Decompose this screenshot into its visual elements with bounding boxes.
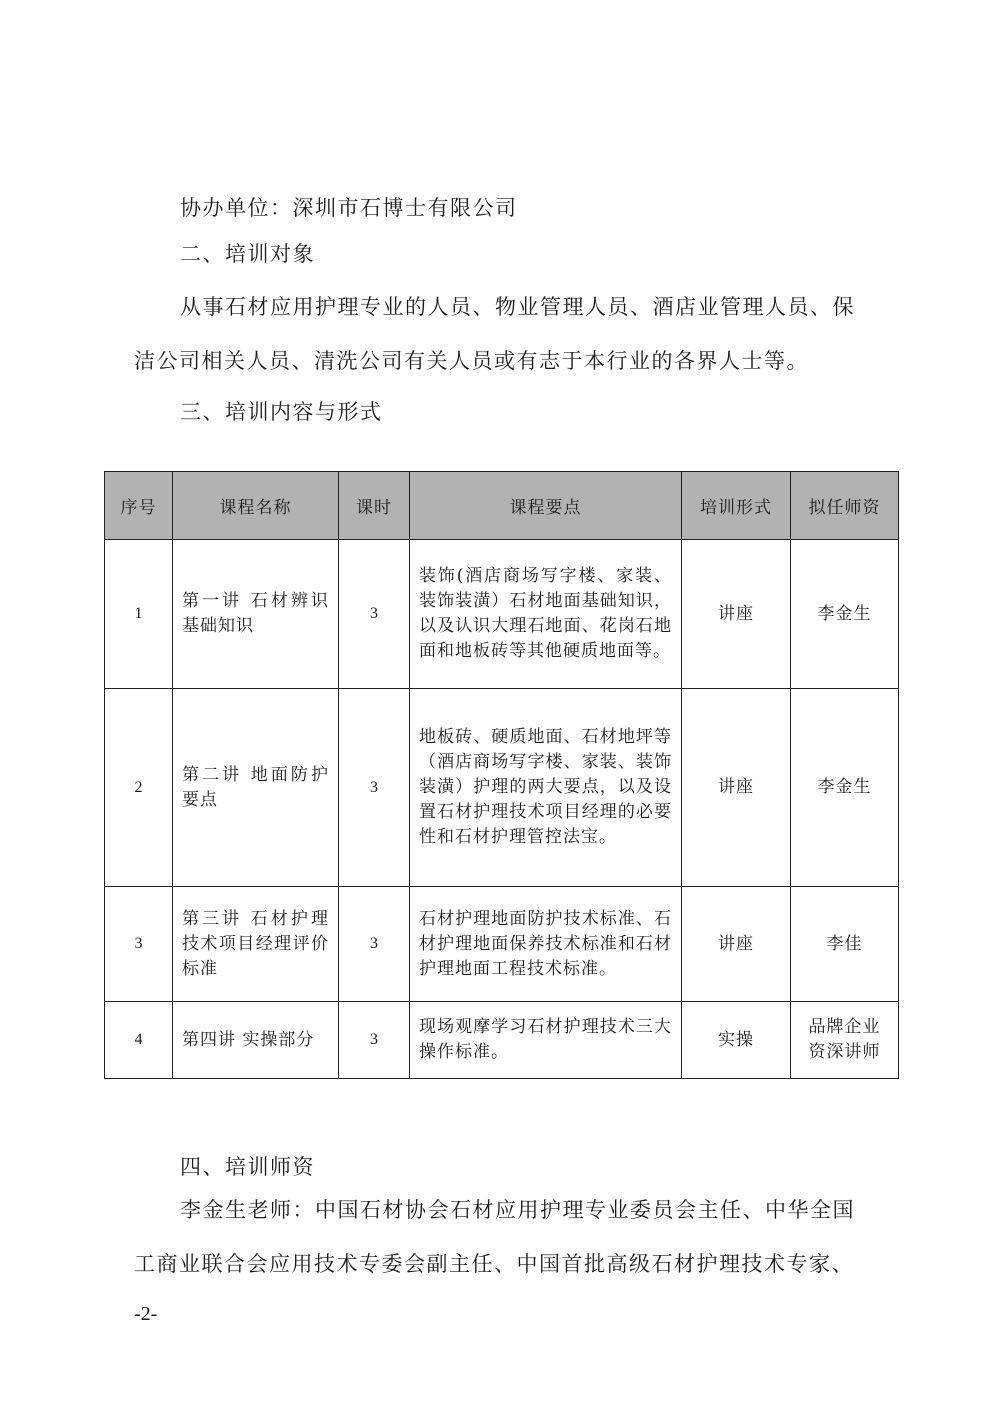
cell-no: 2	[105, 689, 173, 887]
table-row	[105, 1002, 899, 1079]
section4-paragraph-line2: 工商业联合会应用技术专委会副主任、中国首批高级石材护理技术专家、	[134, 1252, 854, 1276]
cell-teacher: 李金生	[791, 540, 899, 689]
cell-teacher: 品牌企业资深讲师	[791, 1002, 899, 1079]
cell-training-form: 讲座	[682, 689, 791, 887]
header-course-points: 课程要点	[410, 472, 682, 540]
cell-course-points: 石材护理地面防护技术标准、石材护理地面保养技术标准和石材护理地面工程技术标准。	[410, 887, 682, 1002]
table-row	[105, 689, 899, 887]
page-number: -2-	[134, 1303, 158, 1325]
cell-training-form: 讲座	[682, 540, 791, 689]
cell-course-name: 第二讲 地面防护要点	[173, 689, 339, 887]
section2-paragraph-line1: 从事石材应用护理专业的人员、物业管理人员、酒店业管理人员、保	[180, 295, 855, 319]
cell-teacher: 李佳	[791, 887, 899, 1002]
cell-hours: 3	[339, 887, 410, 1002]
cell-course-name: 第一讲 石材辨识基础知识	[173, 540, 339, 689]
cell-course-points: 装饰(酒店商场写字楼、家装、装饰装潢）石材地面基础知识，以及认识大理石地面、花岗石地面和地板砖等其他硬质地面等。	[410, 540, 682, 689]
section4-paragraph-line1: 李金生老师：中国石材协会石材应用护理专业委员会主任、中华全国	[180, 1198, 855, 1222]
section4-heading: 四、培训师资	[180, 1155, 315, 1179]
header-training-form: 培训形式	[682, 472, 791, 540]
table-header-row	[105, 472, 899, 540]
cell-course-points: 地板砖、硬质地面、石材地坪等（酒店商场写字楼、家装、装饰装潢）护理的两大要点，以及设置石材护理技术项目经理的必要性和石材护理管控法宝。	[410, 689, 682, 887]
cell-training-form: 实操	[682, 1002, 791, 1079]
cell-training-form: 讲座	[682, 887, 791, 1002]
cell-hours: 3	[339, 689, 410, 887]
header-hours: 课时	[339, 472, 410, 540]
cell-hours: 3	[339, 1002, 410, 1079]
co-organizer-line: 协办单位：深圳市石博士有限公司	[180, 196, 518, 220]
cell-course-name: 第四讲 实操部分	[173, 1002, 339, 1079]
section3-heading: 三、培训内容与形式	[180, 400, 383, 424]
course-table	[104, 471, 899, 1079]
header-no: 序号	[105, 472, 173, 540]
header-course-name: 课程名称	[173, 472, 339, 540]
cell-no: 1	[105, 540, 173, 689]
table-row	[105, 887, 899, 1002]
header-teacher: 拟任师资	[791, 472, 899, 540]
section2-paragraph-line2: 洁公司相关人员、清洗公司有关人员或有志于本行业的各界人士等。	[134, 349, 809, 373]
table-row	[105, 540, 899, 689]
cell-no: 4	[105, 1002, 173, 1079]
cell-teacher: 李金生	[791, 689, 899, 887]
cell-no: 3	[105, 887, 173, 1002]
cell-hours: 3	[339, 540, 410, 689]
section2-heading: 二、培训对象	[180, 242, 315, 266]
cell-course-name: 第三讲 石材护理技术项目经理评价标准	[173, 887, 339, 1002]
cell-course-points: 现场观摩学习石材护理技术三大操作标准。	[410, 1002, 682, 1079]
